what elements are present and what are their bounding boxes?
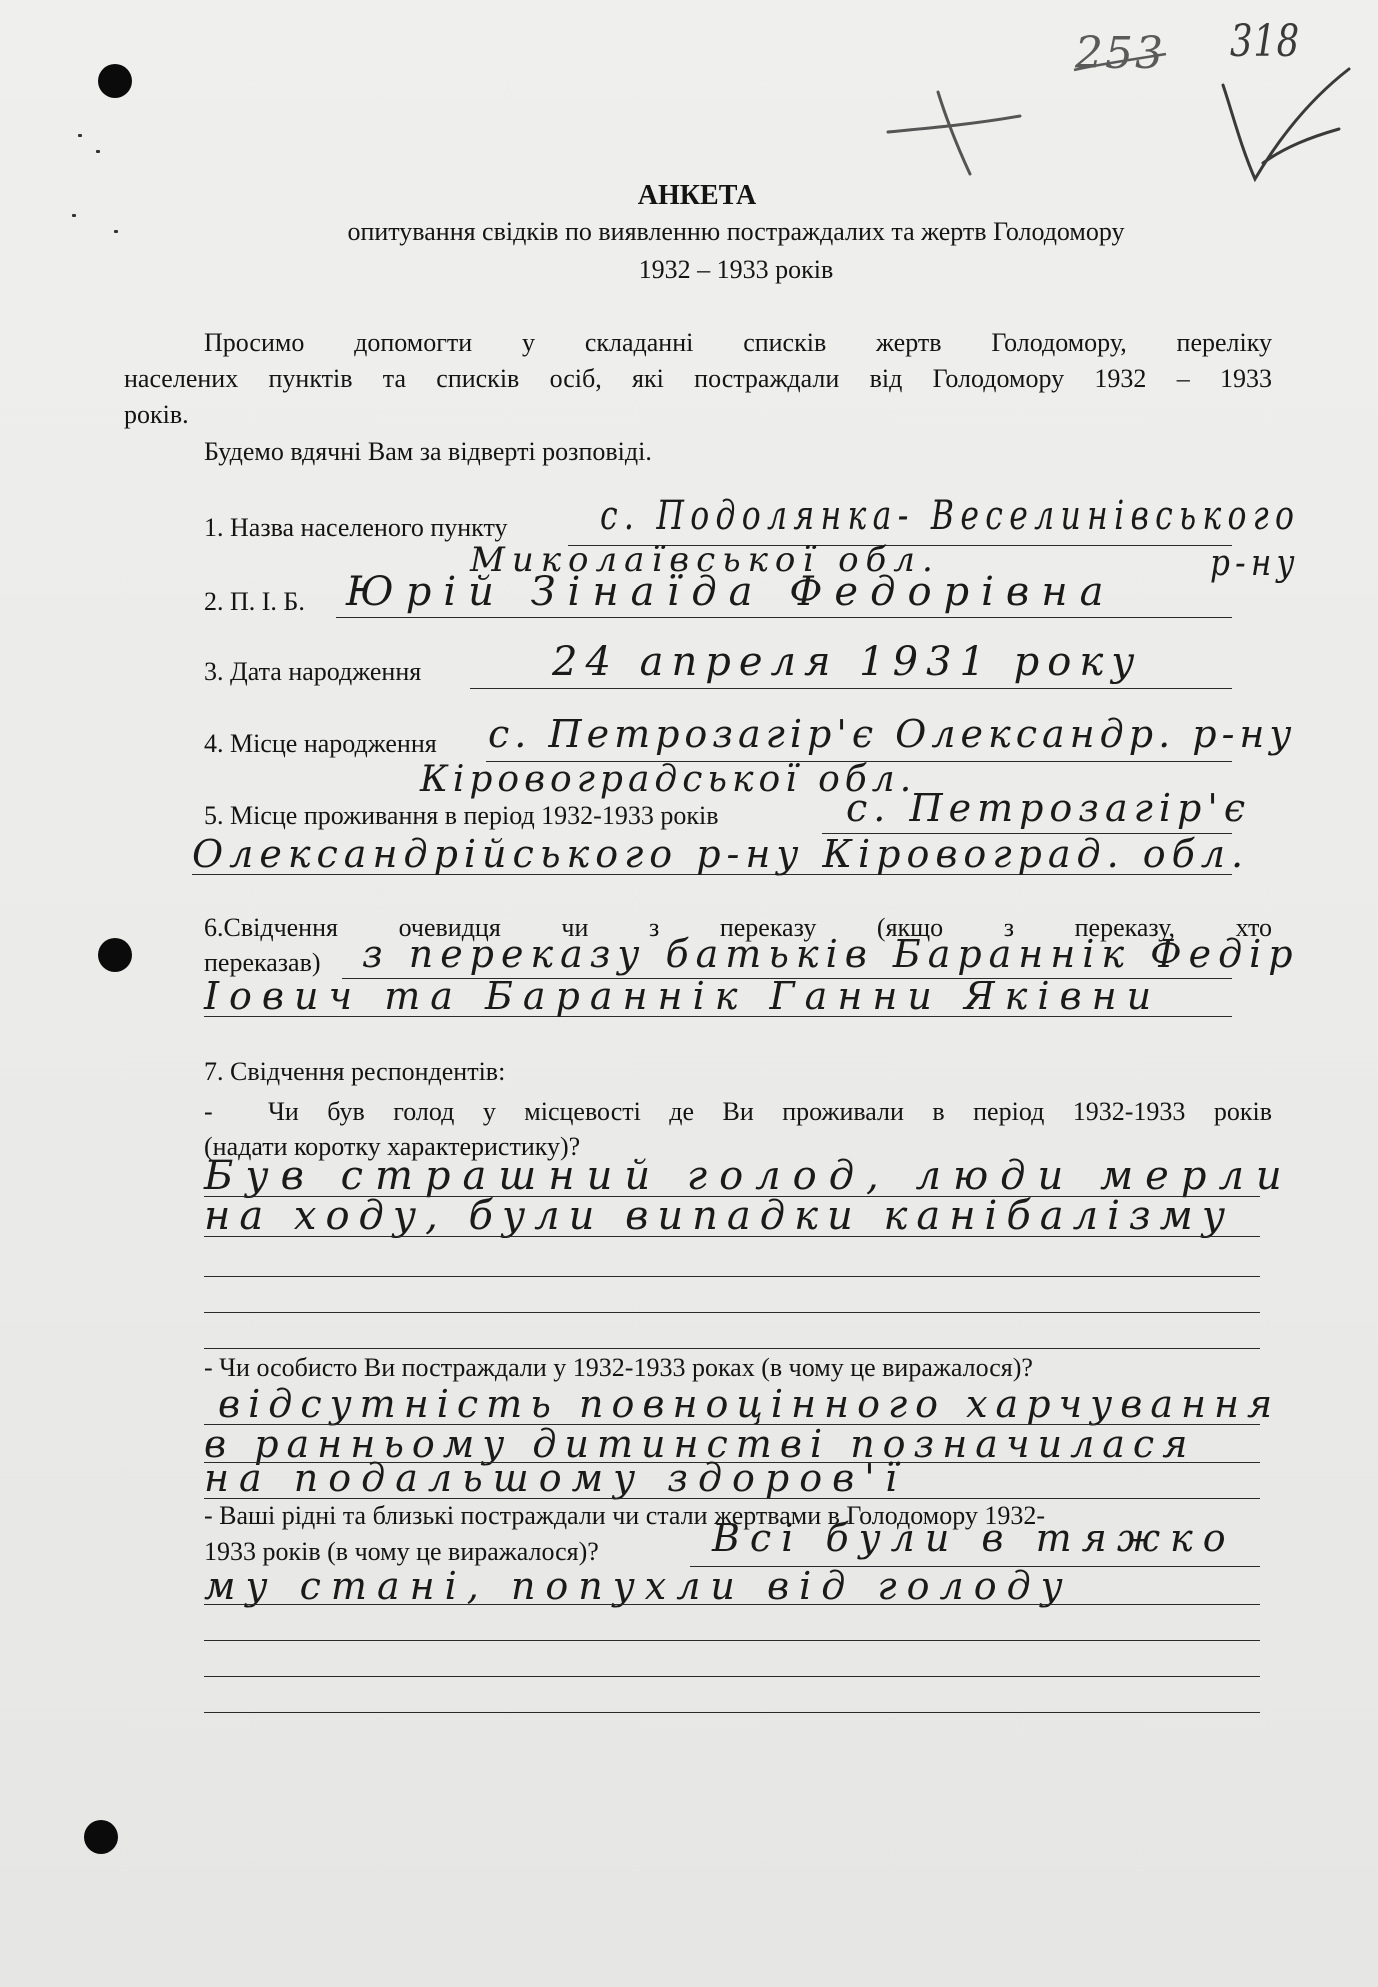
q1-answer-2: на ходу, були випадки канібалізму xyxy=(204,1193,1235,1239)
testimony-answer: з переказу батьків Бараннік Федір xyxy=(362,932,1300,976)
crossed-archive-number: 253 xyxy=(1075,28,1165,79)
answer-line xyxy=(204,1312,1260,1313)
punch-hole-top xyxy=(98,64,132,98)
q3-line-2: 1933 років (в чому це виражалося)? xyxy=(204,1537,599,1566)
answer-line xyxy=(204,1712,1260,1713)
testimony-label: 6.Свідчення очевидця чи з переказу (якщо з переказу, хто xyxy=(204,913,1272,942)
answer-line xyxy=(336,617,1232,618)
document-years: 1932 – 1933 років xyxy=(638,255,834,284)
settlement-district: р-ну xyxy=(1210,543,1300,584)
birth-place-label: 4. Місце народження xyxy=(204,729,437,758)
answer-line xyxy=(204,1276,1260,1277)
q3-answer: Всі були в тяжко xyxy=(712,1516,1236,1560)
punch-hole-middle xyxy=(98,938,132,972)
q1-answer: Був страшний голод, люди мерли xyxy=(204,1153,1294,1199)
speck xyxy=(72,214,76,217)
document-subtitle: опитування свідків по виявленню постраждалих та жертв Голодомору xyxy=(347,217,1125,246)
intro-line-1: Просимо допомогти у складанні списків жертв Голодомору, переліку xyxy=(204,328,1272,357)
settlement-label: 1. Назва населеного пункту xyxy=(204,513,508,542)
answer-line xyxy=(204,1348,1260,1349)
q1-line-1: Чи був голод у місцевості де Ви проживали в період 1932-1933 років xyxy=(268,1097,1272,1126)
answer-line xyxy=(204,1236,1260,1237)
punch-hole-bottom xyxy=(84,1820,118,1854)
q2-answer-3: на подальшому здоров'ї xyxy=(204,1456,907,1500)
archive-cross-mark xyxy=(880,70,1030,180)
speck xyxy=(96,150,100,153)
strike-through xyxy=(1070,40,1170,90)
settlement-region: Миколаївської обл. xyxy=(470,540,940,580)
residence-district: Олександрійського р-ну Кіровоград. обл. xyxy=(192,832,1250,876)
q2-answer: відсутність повноцінного харчування xyxy=(218,1382,1281,1426)
checkmark-icon xyxy=(1215,55,1355,185)
testimony-label-2: переказав) xyxy=(204,948,321,977)
answer-line xyxy=(204,1604,1260,1605)
answer-line xyxy=(204,1498,1260,1499)
birth-date-answer: 24 апреля 1931 року xyxy=(552,639,1143,685)
intro-thanks: Будемо вдячні Вам за відверті розповіді. xyxy=(204,437,652,466)
archive-number: 318 xyxy=(1230,16,1301,67)
document-title: АНКЕТА xyxy=(637,180,757,211)
settlement-answer: с. Подолянка- Веселинівського xyxy=(600,493,1301,539)
intro-line-2: населених пунктів та списків осіб, які постраждали від Голодомору 1932 – 1933 xyxy=(124,364,1272,393)
name-label: 2. П. І. Б. xyxy=(204,587,305,616)
residence-label: 5. Місце проживання в період 1932-1933 років xyxy=(204,801,719,830)
residence-answer: с. Петрозагір'є xyxy=(846,786,1252,830)
speck xyxy=(114,230,118,233)
q2-answer-2: в ранньому дитинстві позначилася xyxy=(204,1422,1196,1466)
q3-line-1: - Ваші рідні та близькі постраждали чи стали жертвами в Голодомору 1932- xyxy=(204,1501,1046,1530)
answer-line xyxy=(204,1640,1260,1641)
speck xyxy=(78,134,82,137)
birth-place-answer: с. Петрозагір'є Олександр. р-ну xyxy=(488,712,1297,756)
q1-dash: - xyxy=(204,1097,213,1126)
q3-answer-2: му стані, попухли від голоду xyxy=(204,1564,1073,1608)
name-answer: Юрій Зінаїда Федорівна xyxy=(346,569,1116,615)
q1-line-2: (надати коротку характеристику)? xyxy=(204,1132,581,1161)
testimony-answer-2: Іович та Бараннік Ганни Яківни xyxy=(204,974,1162,1018)
intro-line-3: років. xyxy=(124,400,189,429)
respondents-heading: 7. Свідчення респондентів: xyxy=(204,1057,506,1086)
birth-place-region: Кіровоградської обл. xyxy=(420,759,917,800)
q2-line-1: - Чи особисто Ви постраждали у 1932-1933 роках (в чому це виражалося)? xyxy=(204,1353,1033,1382)
answer-line xyxy=(204,1676,1260,1677)
birth-date-label: 3. Дата народження xyxy=(204,657,422,686)
answer-line xyxy=(470,688,1232,689)
